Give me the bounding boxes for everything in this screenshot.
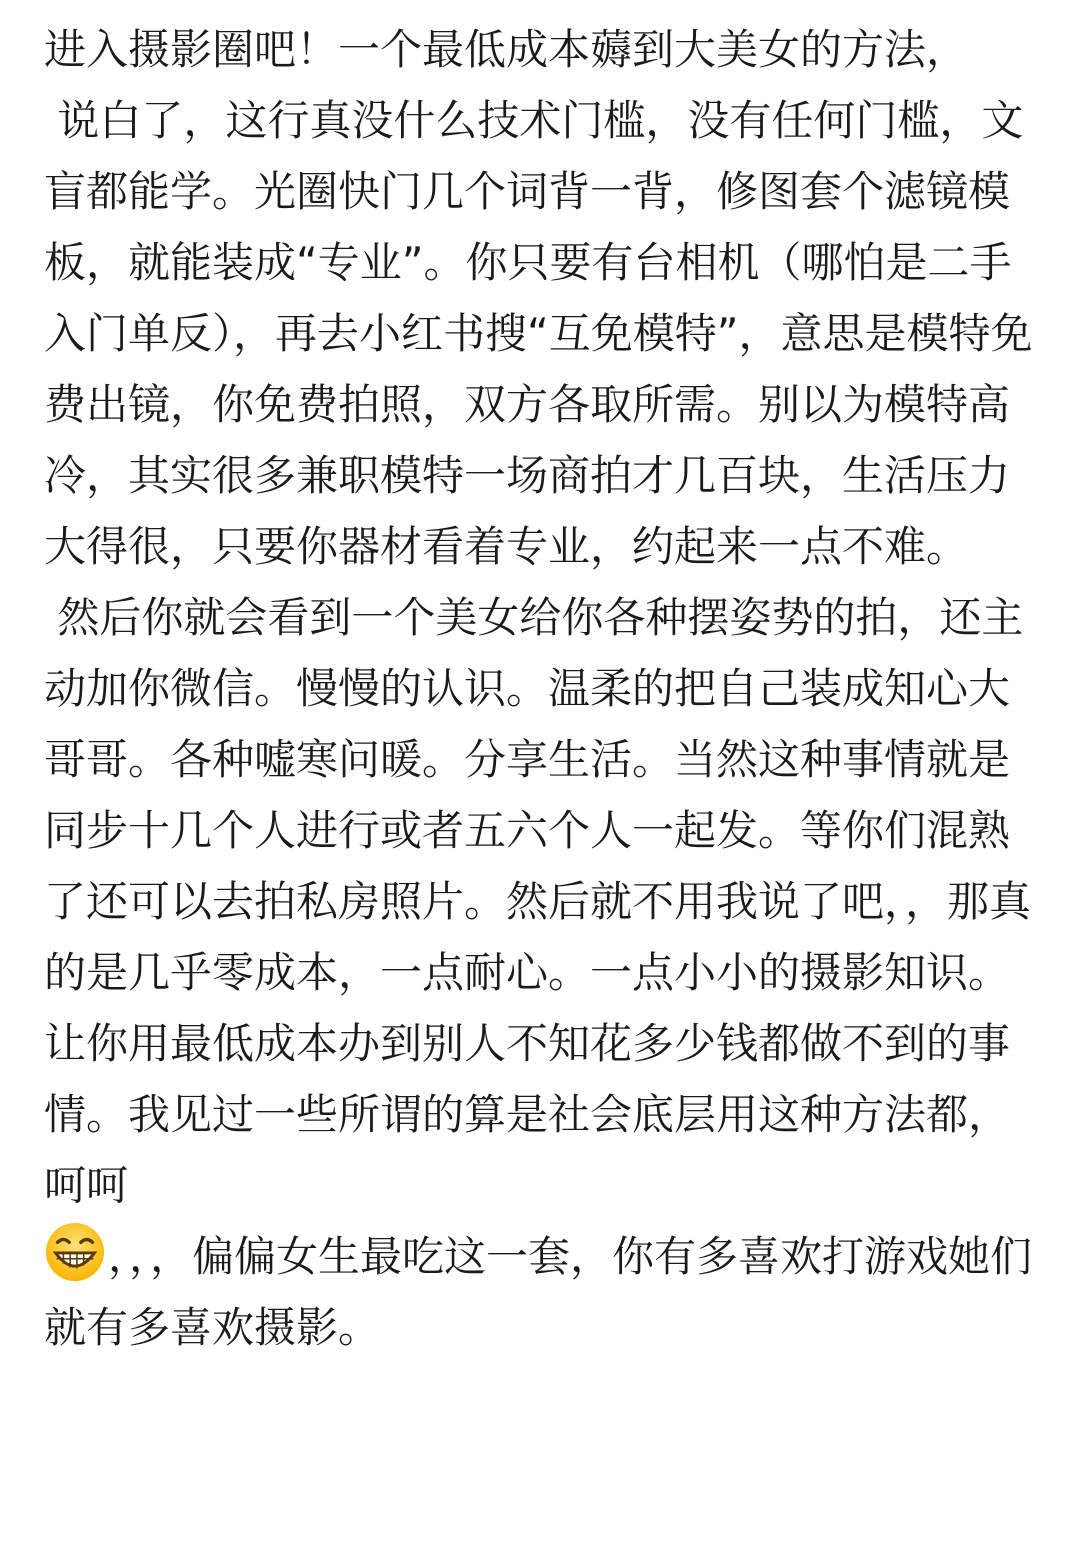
post-paragraph-1: 说白了，这行真没什么技术门槛，没有任何门槛，文盲都能学。光圈快门几个词背一背，修图套个滤镜模板，就能装成“专业”。你只要有台相机（哪怕是二手入门单反），再去小红书搜“互免模特”，意思是模特免费出镜，你免费拍照，双方各取所需。别以为模特高冷，其实很多兼职模特一场商拍才几百块，生活压力大得很，只要你器材看着专业，约起来一点不难。: [44, 96, 1033, 571]
post-body: [44, 14, 1044, 1363]
grinning-face-icon: [44, 1221, 106, 1283]
post-title: 进入摄影圈吧！一个最低成本薅到大美女的方法，: [44, 25, 969, 74]
post-paragraph-3: ，，，偏偏女生最吃这一套，你有多喜欢打游戏她们就有多喜欢摄影。: [44, 1232, 1033, 1352]
post-paragraph-2: [44, 582, 1044, 1363]
post-paragraph-2-text: 然后你就会看到一个美女给你各种摆姿势的拍，还主动加你微信。慢慢的认识。温柔的把自己装成知心大哥哥。各种嘘寒问暖。分享生活。当然这种事情就是同步十几个人进行或者五六个人一起发。等你们混熟了还可以去拍私房照片。然后就不用我说了吧，，那真的是几乎零成本，一点耐心。一点小小的摄影知识。让你用最低成本办到别人不知花多少钱都做不到的事情。我见过一些所谓的算是社会底层用这种方法都，呵呵: [44, 593, 1032, 1210]
